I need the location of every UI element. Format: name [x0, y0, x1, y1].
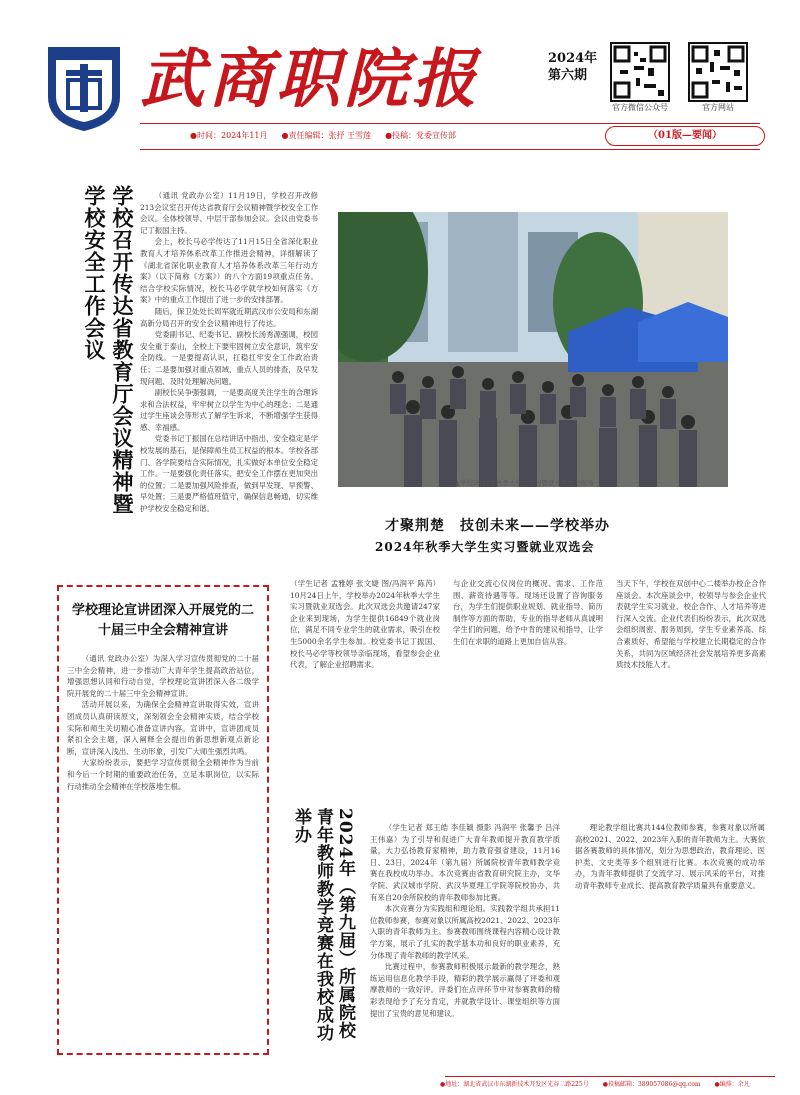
article4-column: [370, 822, 560, 1019]
paragraph: 副校长吴争强强调，一是要高度关注学生的合理诉求和合法权益，牢牢树立以学生为中心的理念；二是通过学生座谈会等形式了解学生诉求，不断增强学生获得感、幸福感。: [140, 388, 318, 432]
article2-title: 才聚荆楚 技创未来——学校举办: [385, 518, 610, 534]
paragraph: 大家纷纷表示，要把学习宣传贯彻全会精神作为当前和今后一个时期的重要政治任务，立足本职岗位，以实际行动推动全会精神在学校落地生根。: [67, 758, 259, 791]
paragraph: 会上，校长马必学传达了11月15日全省深化职业教育人才培养体系改革工作推进会精神，详细解读了《湖北省深化职业教育人才培养体系改革三年行动方案》（以下简称《方案》）的八个方面19项重点任务。结合学校实际情况，校长马必学就学校如何落实《方案》中的重点工作提出了进一步的安排部署。: [140, 237, 318, 305]
footer: [440, 1079, 750, 1088]
paragraph: 本次竞赛分为实践组和理论组。实践教学组共承担11位教师参赛，参赛对象以所属高校2021、2022、2023年入职的青年教师为主。参赛教师围绕课程内容精心设计教学方案，展示了扎实的教学基本功和良好的职业素养，充分体现了青年教师的教学风采。: [370, 904, 560, 960]
issue-info: [548, 50, 597, 84]
article1-title: 学校召开传达省教育厅会议精神暨学校安全工作会议: [82, 185, 135, 515]
article2-column: 与企业交流心仪岗位的概况、需求、工作范围、薪资待遇等等。现场还设置了咨询服务台，为学生们提供职业规划、就业指导、简历制作等方面的帮助，专业的指导老师从真诚明学生们的问题，给予中肯的建议和指导，让学生们在求职的道路上更加自信从容。: [453, 579, 603, 646]
divider: [140, 149, 760, 150]
issue-number: 第六期: [548, 68, 588, 83]
qr-wechat: [610, 42, 680, 113]
article3-title: 学校理论宣讲团深入开展党的二十届三中全会精神宣讲: [71, 603, 254, 638]
qr-label: 官方微信公众号: [612, 103, 668, 112]
paragraph: 党委副书记、纪委书记、副校长汤秀源强调，校园安全重于泰山，全校上下要牢固树立安全意识，筑牢安全防线。一是要提高认识，扛稳扛牢安全工作政治责任；二是要加强对重点领域、重点人员的排查，及早发现问题、及时处理解决问题。: [140, 330, 318, 386]
article2-subtitle: 2024年秋季大学生实习暨就业双选会: [375, 540, 595, 554]
job-fair-photo: [338, 212, 728, 487]
paragraph: （学生记者 郑王皓 李佳颖 摄影 冯润平 张馨予 吕洋 王伟嘉）为了引导和促进广大青年教师提升教育教学质量，大力弘扬教育家精神，助力教育强省建设，11月16日、23日，2024年（第九届）所属院校青年教师教学竞赛在我校成功举办。本次竞赛由省教育研究院主办，文华学院、武汉城市学院、武汉华夏理工学院等院校协办，共有来自20余所院校的青年教师参加比赛。: [370, 823, 560, 902]
article1-body: [140, 190, 318, 515]
publish-time: ●时间：2024年11月: [190, 131, 268, 140]
issue-year: 2024年: [548, 51, 598, 66]
paragraph: （通讯 党政办公室）为深入学习宣传贯彻党的二十届三中全会精神，进一步推动广大青年学生提高政治站位，增强思想认同和行动自觉，学校理论宣讲团深入各二级学院开展党的二十届三中全会精神宣讲。: [67, 654, 259, 698]
divider: [445, 1076, 775, 1077]
paragraph: 党委书记丁振国在总结讲话中指出，安全稳定是学校发展的基石，是保障师生员工权益的根本。学校各部门、各学院要结合实际情况，扎实做好本单位安全稳定工作。一是要强化责任落实，把安全工作摆在更加突出的位置；二是要加强风险排查，做到早发现、早预警、早处置；三是要严格值班值守，确保信息畅通，切实维护学校安全稳定和谐。: [140, 434, 318, 514]
masthead-title: 武商职院报: [140, 42, 480, 117]
article2-column: （学生记者 孟雅婷 张文婕 图/冯润平 陈芮）10月24日上午，学校举办2024年秋季大学生实习暨就业双选会。此次双选会共邀请247家企业来到现场，为学生提供16849个就业岗位，满足不同专业学生的就业需求，吸引在校生5000余名学生参加。校党委书记丁振国、校长马必学等校领导亲临现场，看望参会企业代表，了解企业招聘需求。: [290, 579, 440, 670]
footer-email: ●投稿邮箱：389057086@qq.com: [602, 1081, 701, 1088]
qr-code-icon: [688, 42, 748, 102]
qr-label: 官方网站: [702, 103, 734, 112]
submission: ●投稿：党委宣传部: [385, 131, 457, 140]
qr-website: [688, 42, 758, 113]
paragraph: 活动开展以来，为确保全会精神宣讲取得实效，宣讲团成员认真研读原文，深刻领会全会精神实质，结合学校实际和师生关切精心准备宣讲内容。宣讲中，宣讲团成员紧扣全会主题，深入阐释全会提出的新思想新观点新论断，宣讲深入浅出、生动形象，引发广大师生强烈共鸣。: [67, 700, 259, 756]
article4-column: [575, 822, 765, 892]
school-logo: [44, 42, 124, 132]
photo-caption: ▲学校2024年秋季大学生实习暨就业双选会现场: [455, 479, 594, 487]
info-bar: [190, 128, 456, 144]
footer-address: ●地址：湖北省武汉市东湖新技术开发区光谷二路225号: [440, 1081, 589, 1088]
footer-editor: ●编排：余凡: [714, 1081, 750, 1088]
divider: [140, 123, 760, 124]
responsible-editor: ●责任编辑：张抒 王雪莲: [281, 131, 372, 140]
paragraph: 理论教学组比赛共144位教师参赛，参赛对象以所属高校2021、2022、2023年入职的青年教师为主。大赛依据各赛教师的具体情况，划分为思想政治、教育理论、医护类、文史类等多个组别进行比赛。本次竞赛的成功举办，为青年教师提供了交流学习、展示风采的平台，对推动青年教师专业成长、提高教育教学质量具有重要意义。: [575, 823, 765, 890]
article2-column: 当天下午，学校在双创中心二楼举办校企合作座谈会。本次座谈会中，校领导与参会企业代表就学生实习就业、校企合作、人才培养等进行深入交流。企业代表们纷纷表示，此次双选会组织周密、服务周到，学生专业素养高、综合素质好，希望能与学校建立长期稳定的合作关系，共同为区域经济社会发展培养更多高素质技术技能人才。: [616, 579, 766, 670]
page-label: （01版—要闻）: [605, 126, 765, 146]
paragraph: （通讯 党政办公室）11月19日，学校召开改修213会议室召开传达省教育厅会议精神暨学校安全工作会议。全体校领导、中层干部参加会议。会议由党委书记丁振国主持。: [140, 191, 318, 235]
article3-box: [57, 585, 269, 1055]
qr-code-icon: [610, 42, 670, 102]
paragraph: 随后，保卫处处长周军就近期武汉市公安局和东湖高新分局召开的安全会议精神进行了传达。: [140, 306, 318, 328]
article4-title: 2024年（第九届）所属院校青年教师教学竞赛在我校成功举办: [291, 808, 355, 1042]
paragraph: 比赛过程中，参赛教师积极展示最新的教学理念，熟练运用信息化教学手段，精彩的教学展示赢得了评委和观摩教师的一致好评。评委们在点评环节中对参赛教师的精彩表现给予了充分肯定，并就教学设计、课堂组织等方面提出了宝贵的意见和建议。: [370, 962, 560, 1018]
article3-body: [67, 653, 259, 792]
